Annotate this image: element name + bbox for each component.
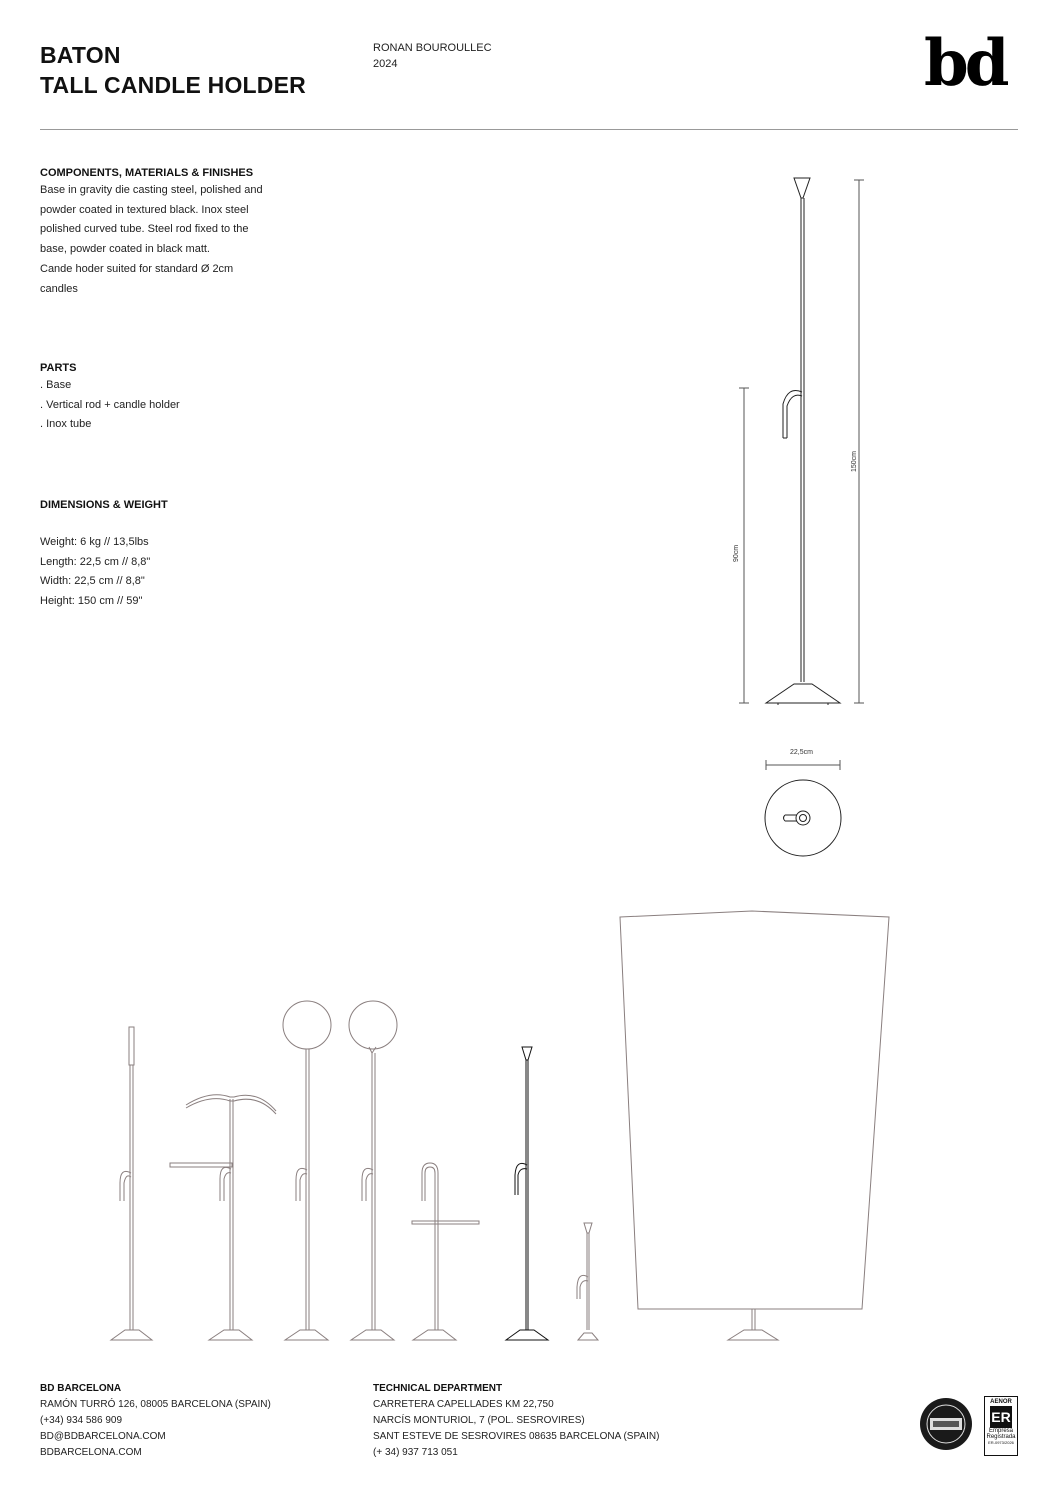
product-title [40,40,306,100]
er-mark: ER [990,1406,1012,1428]
footer-tech-phone: (+ 34) 937 713 051 [373,1447,458,1458]
footer-technical-heading: TECHNICAL DEPARTMENT [373,1383,503,1394]
footer-phone: (+34) 934 586 909 [40,1415,123,1426]
empresa-label: Empresa [988,1428,1013,1434]
label-150cm: 150cm [851,450,858,472]
footer-email-link[interactable]: BD@BDBARCELONA.COM [40,1431,166,1442]
footer-tech-line: CARRETERA CAPELLADES KM 22,750 [373,1399,554,1410]
family-item-8-screen [620,911,889,1340]
components-line: polished curved tube. Steel rod fixed to the [40,223,249,236]
family-item-5 [412,1163,479,1340]
title-line-2: TALL CANDLE HOLDER [40,72,306,98]
family-item-6-baton [506,1047,548,1340]
components-line: Base in gravity die casting steel, polished and [40,184,263,196]
parts-item: . Vertical rod + candle holder [40,398,180,411]
designer-year: 2024 [373,58,398,70]
footer-company-heading: BD BARCELONA [40,1383,122,1394]
components-heading: COMPONENTS, MATERIALS & FINISHES [40,167,254,179]
er-code: ER-0973/2026 [988,1440,1014,1445]
product-family-lineup [100,905,920,1350]
footer-website-link[interactable]: BDBARCELONA.COM [40,1447,142,1458]
footer-address: RAMÓN TURRÓ 126, 08005 BARCELONA (SPAIN) [40,1399,271,1410]
components-line: candles [40,282,78,295]
components-line: powder coated in textured black. Inox steel [40,203,249,216]
bd-logo: bd [924,26,1006,101]
footer-technical [373,1382,659,1461]
dimension-item: Width: 22,5 cm // 8,8" [40,575,145,588]
dimensions-section [40,498,310,612]
header-divider [40,129,1018,130]
family-item-2 [170,1095,276,1340]
inox-tube [783,391,802,439]
dimensions-heading: DIMENSIONS & WEIGHT [40,499,168,511]
parts-item: . Inox tube [40,418,92,431]
dimension-item: Height: 150 cm // 59" [40,595,143,608]
designer-block [373,40,492,72]
family-item-3 [283,1001,331,1340]
base [766,684,840,703]
dimension-item: Length: 22,5 cm // 8,8" [40,555,151,568]
dimension-item: Weight: 6 kg // 13,5lbs [40,536,149,548]
aenor-label: AENOR [990,1399,1012,1405]
label-90cm: 90cm [733,544,740,562]
aenor-er-badge [984,1396,1018,1456]
components-line: Cande hoder suited for standard Ø 2cm [40,262,234,275]
parts-section [40,361,310,435]
registrada-label: Registrada [986,1434,1016,1440]
title-line-1: BATON [40,42,121,68]
parts-item: . Base [40,379,72,391]
family-item-1 [111,1027,152,1340]
components-section [40,166,310,299]
family-item-4 [349,1001,397,1340]
footer-company [40,1382,271,1461]
label-width: 22,5cm [790,749,813,756]
parts-heading: PARTS [40,362,77,374]
iqnet-seal-icon [918,1396,974,1452]
designer-name: RONAN BOUROULLEC [373,42,492,54]
footer-tech-line: NARCÍS MONTURIOL, 7 (POL. SESROVIRES) [373,1415,585,1426]
footer-tech-line: SANT ESTEVE DE SESROVIRES 08635 BARCELONA (SPAIN) [373,1431,660,1442]
candle-cup [794,178,810,198]
family-item-7 [577,1223,598,1340]
components-line: base, powder coated in black matt. [40,243,210,256]
technical-drawing [700,160,920,880]
